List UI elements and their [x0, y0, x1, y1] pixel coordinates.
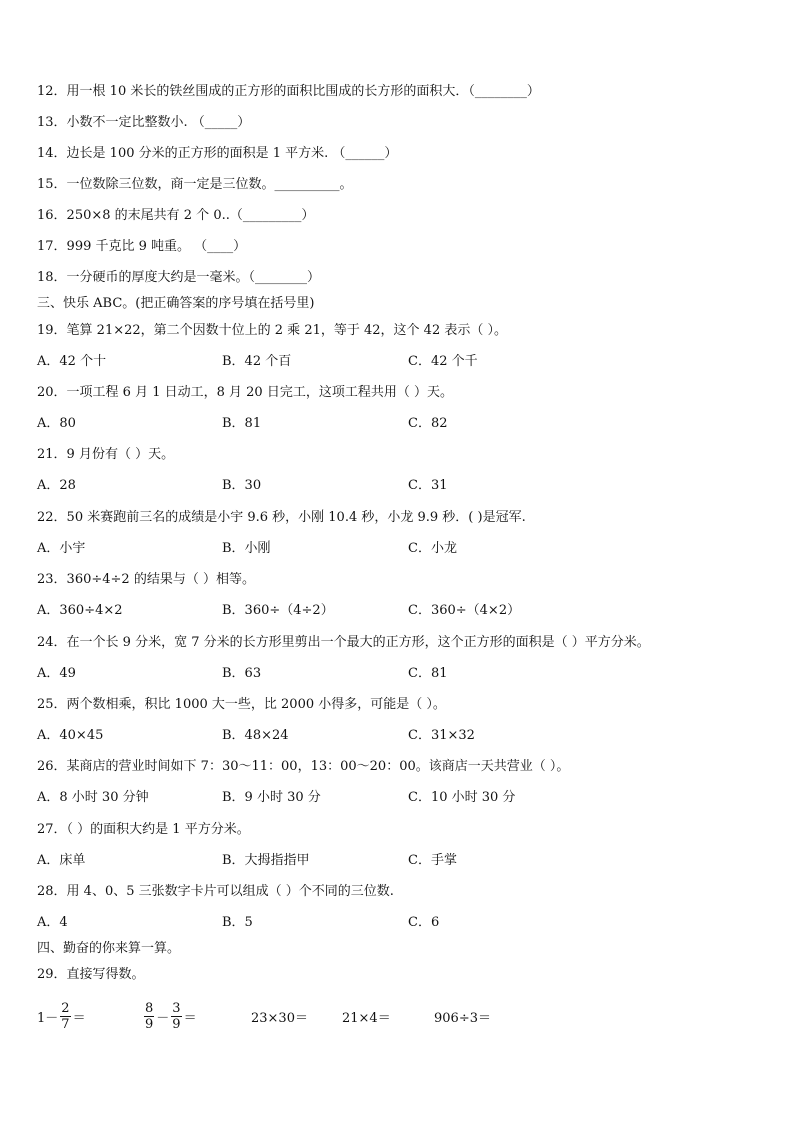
option-b: B．30 — [222, 478, 262, 493]
question-17: 17．999 千克比 9 吨重。 （____） — [37, 239, 247, 254]
question-23: 23．360÷4÷2 的结果与（ ）相等。 — [37, 572, 255, 587]
options-19 — [37, 353, 757, 371]
question-22: 22．50 米赛跑前三名的成绩是小宇 9.6 秒，小刚 10.4 秒，小龙 9.9 秒．( )是冠军. — [37, 510, 526, 525]
numerator: 3 — [172, 1000, 181, 1016]
option-a: A．小宇 — [37, 541, 86, 556]
option-a: A．28 — [37, 478, 76, 493]
section-4-title: 四、勤奋的你来算一算。 — [37, 941, 181, 956]
option-a: A．360÷4×2 — [37, 603, 123, 618]
option-b: B．360÷（4÷2） — [222, 603, 334, 618]
option-a: A．40×45 — [37, 728, 104, 743]
option-c: C．手掌 — [408, 853, 457, 868]
calc-expr-1 — [37, 996, 86, 1036]
question-26: 26．某商店的营业时间如下 7：30～11：00，13：00～20：00。该商店一天共营业（ ）。 — [37, 759, 570, 774]
fraction — [171, 1001, 181, 1032]
option-b: B．9 小时 30 分 — [222, 790, 321, 805]
question-12: 12．用一根 10 米长的铁丝围成的正方形的面积比围成的长方形的面积大．（________） — [37, 84, 540, 99]
option-b: B．81 — [222, 416, 262, 431]
option-c: C．10 小时 30 分 — [408, 790, 516, 805]
question-27: 27．（ ）的面积大约是 1 平方分米。 — [37, 822, 250, 837]
option-a: A．8 小时 30 分钟 — [37, 790, 149, 805]
fraction — [60, 1001, 70, 1032]
option-c: C．31×32 — [408, 728, 475, 743]
question-21: 21．9 月份有（ ）天。 — [37, 447, 175, 462]
option-b: B．大拇指指甲 — [222, 853, 310, 868]
denominator: 7 — [61, 1016, 70, 1032]
calc-expr-4: 21×4＝ — [342, 1011, 391, 1026]
question-24: 24．在一个长 9 分米，宽 7 分米的长方形里剪出一个最大的正方形，这个正方形的面积是（ ）平方分米。 — [37, 635, 650, 650]
minus-operator: － — [156, 1010, 170, 1026]
options-28 — [37, 914, 757, 932]
option-b: B．42 个百 — [222, 354, 292, 369]
options-27 — [37, 852, 757, 870]
option-b: B．小刚 — [222, 541, 271, 556]
option-b: B．63 — [222, 666, 262, 681]
options-22 — [37, 540, 757, 558]
option-c: C．小龙 — [408, 541, 457, 556]
calc-1-equals: ＝ — [72, 1010, 86, 1026]
option-a: A．床单 — [37, 853, 86, 868]
option-a: A．42 个十 — [37, 354, 107, 369]
option-b: B．5 — [222, 915, 253, 930]
options-24 — [37, 665, 757, 683]
section-3-title: 三、快乐 ABC。(把正确答案的序号填在括号里) — [37, 296, 315, 311]
calc-expr-3: 23×30＝ — [251, 1011, 308, 1026]
fraction — [144, 1001, 154, 1032]
options-23 — [37, 602, 757, 620]
calc-2-equals: ＝ — [183, 1010, 197, 1026]
question-29: 29．直接写得数。 — [37, 967, 145, 982]
options-25 — [37, 727, 757, 745]
question-25: 25．两个数相乘，积比 1000 大一些，比 2000 小得多，可能是（ ）。 — [37, 697, 446, 712]
question-19: 19．笔算 21×22，第二个因数十位上的 2 乘 21，等于 42，这个 42 表示（ ）。 — [37, 323, 507, 338]
calc-expr-5: 906÷3＝ — [434, 1011, 491, 1026]
calc-expr-2 — [142, 996, 197, 1036]
numerator: 2 — [61, 1000, 70, 1016]
denominator: 9 — [145, 1016, 154, 1032]
option-c: C．81 — [408, 666, 448, 681]
denominator: 9 — [172, 1016, 181, 1032]
question-15: 15．一位数除三位数，商一定是三位数。__________。 — [37, 177, 353, 192]
option-c: C．360÷（4×2） — [408, 603, 521, 618]
option-c: C．6 — [408, 915, 440, 930]
question-28: 28．用 4、0、5 三张数字卡片可以组成（ ）个不同的三位数. — [37, 884, 394, 899]
option-b: B．48×24 — [222, 728, 289, 743]
mental-calc-row — [37, 996, 757, 1036]
question-20: 20．一项工程 6 月 1 日动工，8 月 20 日完工，这项工程共用（ ）天。 — [37, 385, 453, 400]
question-14: 14．边长是 100 分米的正方形的面积是 1 平方米. （______） — [37, 146, 398, 161]
option-c: C．82 — [408, 416, 448, 431]
option-c: C．31 — [408, 478, 448, 493]
option-a: A．80 — [37, 416, 76, 431]
question-18: 18．一分硬币的厚度大约是一毫米。（________） — [37, 270, 321, 285]
calc-1-whole: 1－ — [37, 1010, 59, 1026]
options-21 — [37, 477, 757, 495]
question-13: 13．小数不一定比整数小. （_____） — [37, 115, 251, 130]
option-a: A．4 — [37, 915, 68, 930]
option-a: A．49 — [37, 666, 76, 681]
options-26 — [37, 789, 757, 807]
numerator: 8 — [145, 1000, 154, 1016]
option-c: C．42 个千 — [408, 354, 478, 369]
question-16: 16．250×8 的末尾共有 2 个 0..（_________） — [37, 208, 315, 223]
options-20 — [37, 415, 757, 433]
